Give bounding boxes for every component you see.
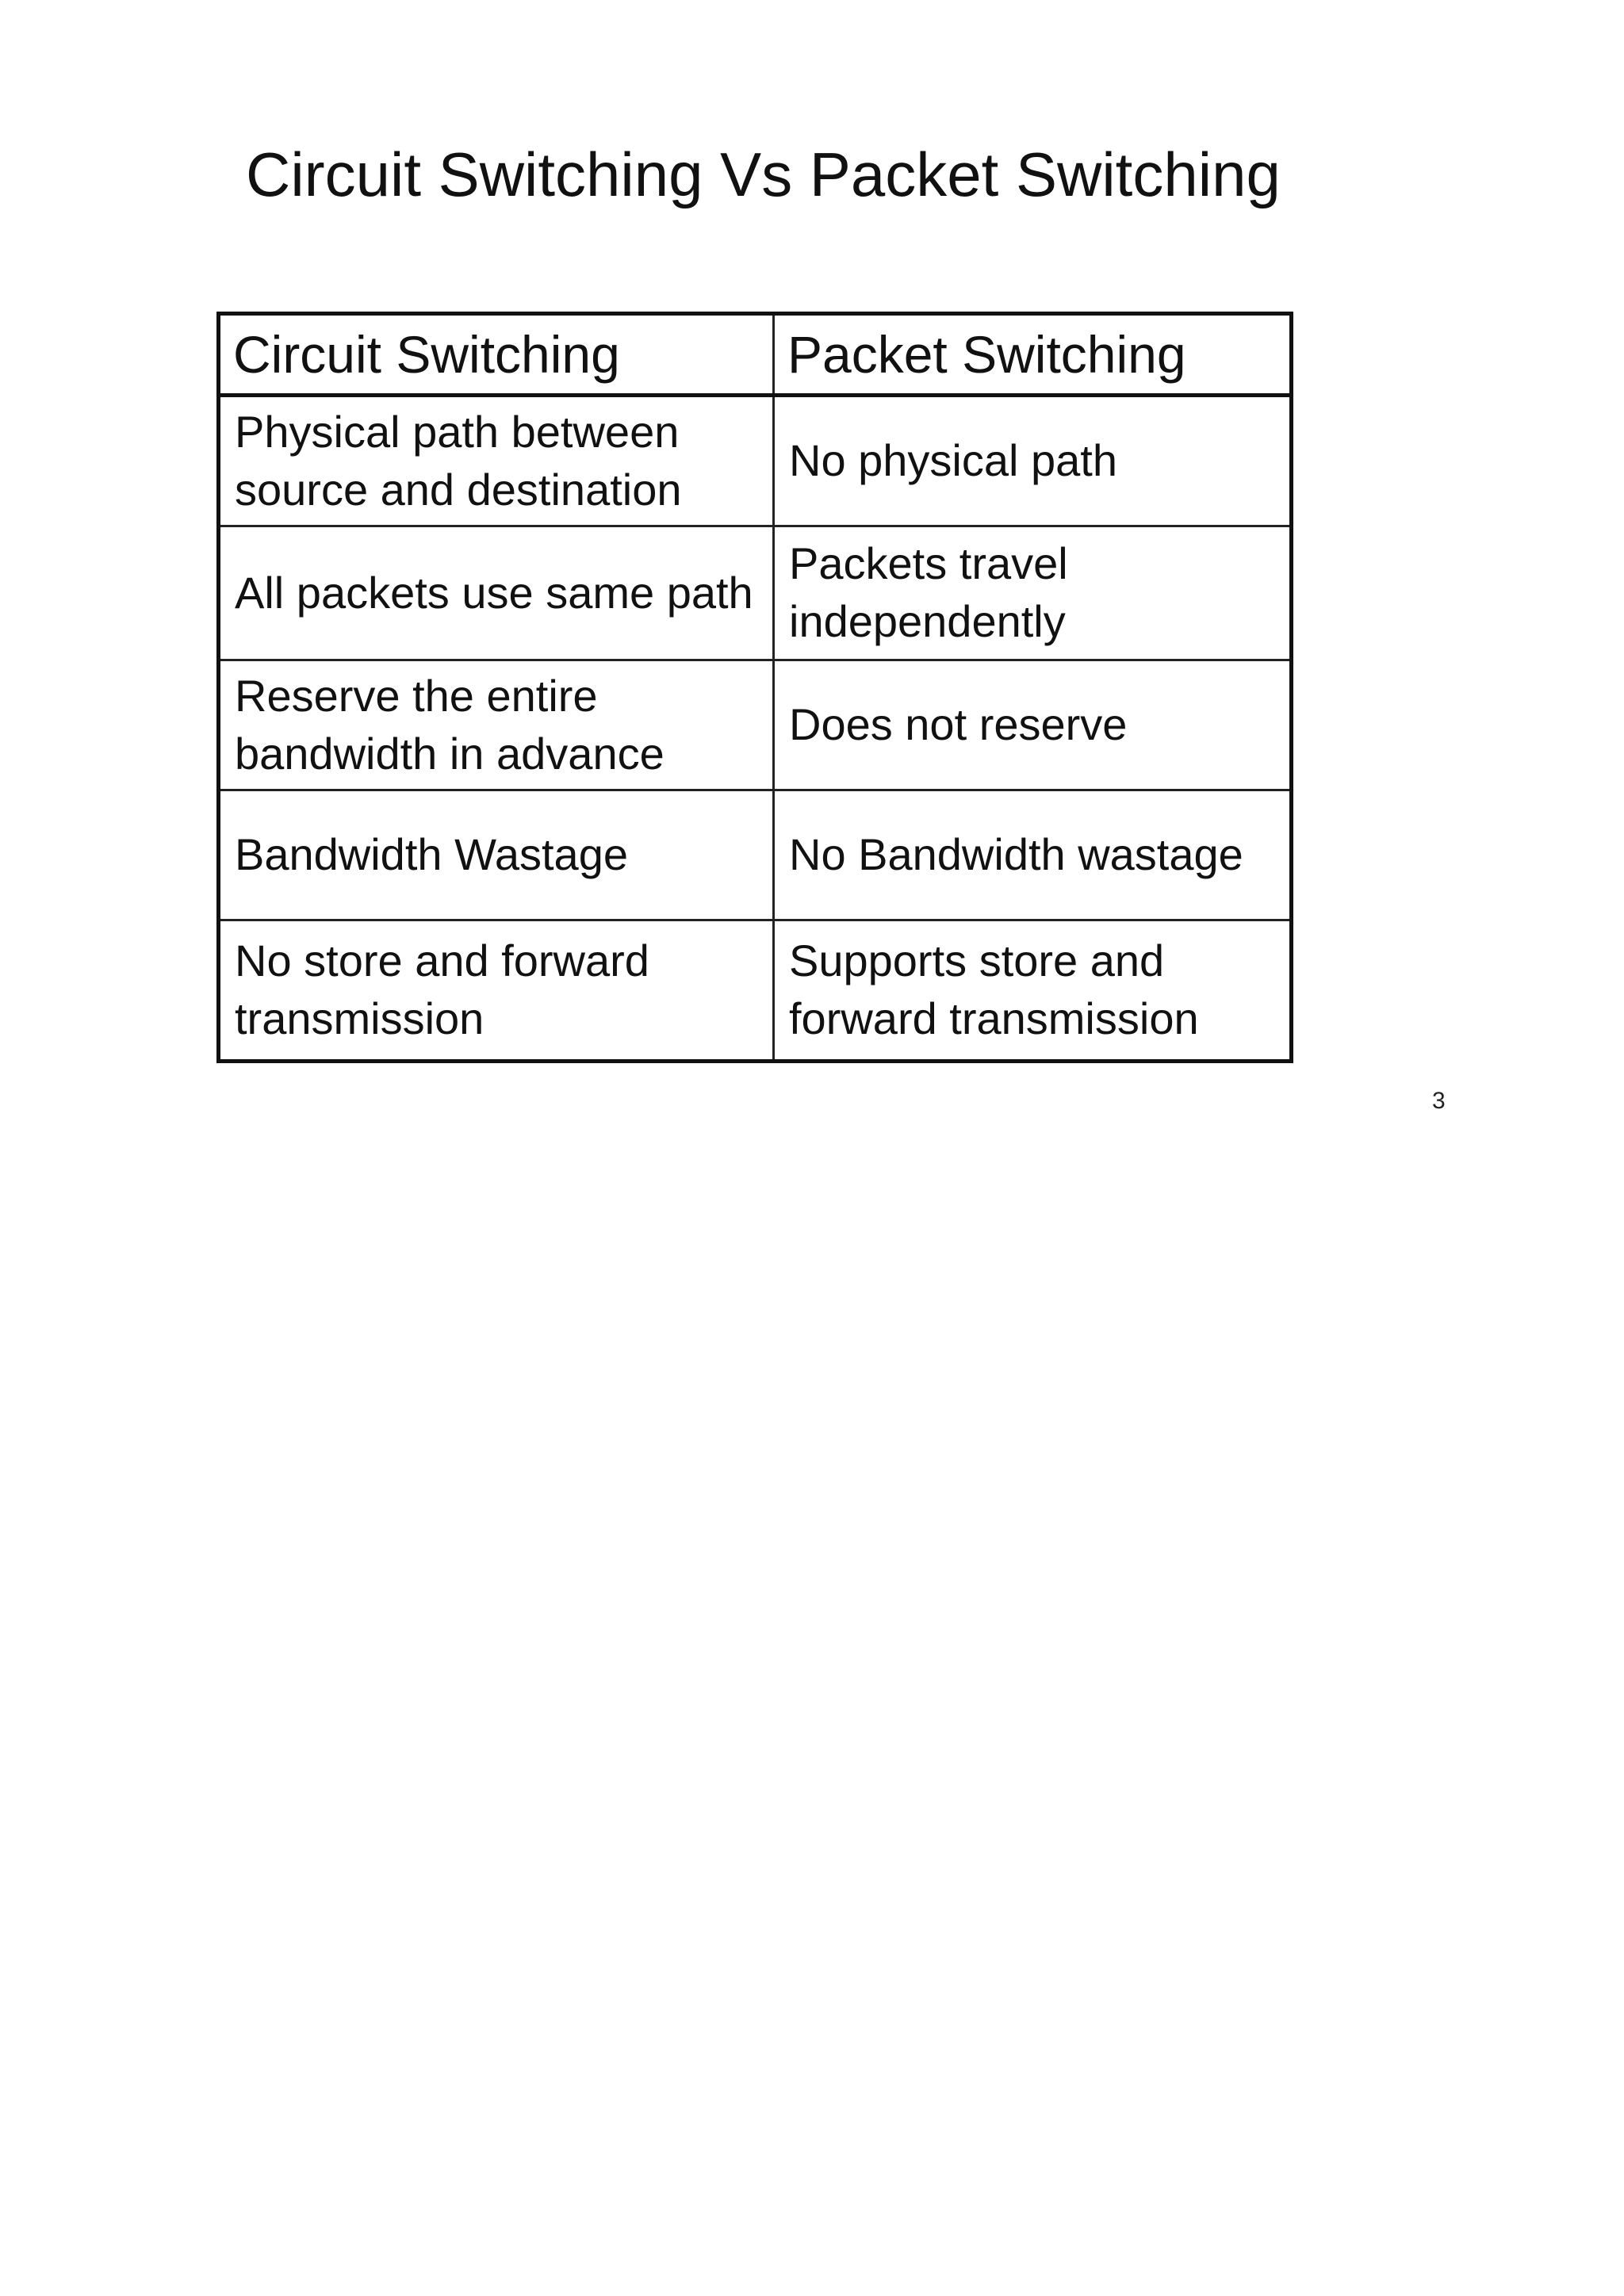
table-cell: Does not reserve	[774, 660, 1292, 790]
table-cell: Bandwidth Wastage	[219, 790, 774, 920]
header-packet-switching: Packet Switching	[774, 314, 1292, 396]
table-cell: No physical path	[774, 396, 1292, 526]
table-cell: No store and forward transmission	[219, 920, 774, 1062]
header-circuit-switching: Circuit Switching	[219, 314, 774, 396]
page-number: 3	[1432, 1088, 1446, 1114]
table-cell: Reserve the entire bandwidth in advance	[219, 660, 774, 790]
table-cell: All packets use same path	[219, 526, 774, 660]
page-title: Circuit Switching Vs Packet Switching	[246, 140, 1281, 209]
table-cell: No Bandwidth wastage	[774, 790, 1292, 920]
comparison-table	[216, 312, 1293, 1063]
table-row	[219, 526, 1292, 660]
table-cell: Physical path between source and destination	[219, 396, 774, 526]
table-header-row	[219, 314, 1292, 396]
table-row	[219, 396, 1292, 526]
table-cell: Packets travel independently	[774, 526, 1292, 660]
table-row	[219, 920, 1292, 1062]
table-row	[219, 790, 1292, 920]
table-cell: Supports store and forward transmission	[774, 920, 1292, 1062]
table-row	[219, 660, 1292, 790]
